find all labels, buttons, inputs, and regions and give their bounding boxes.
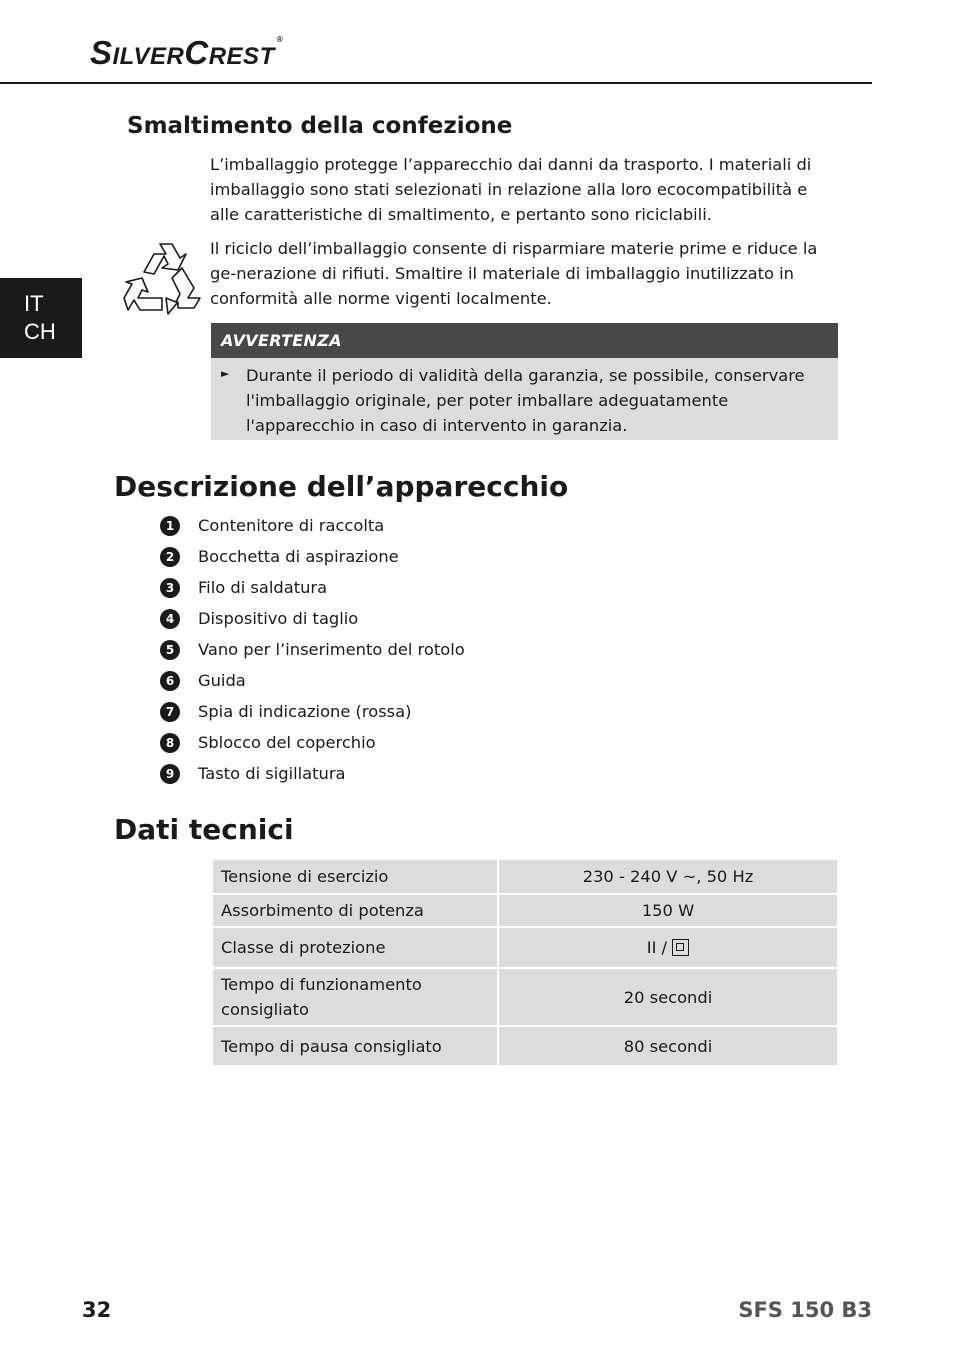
part-number-badge: 9 xyxy=(160,764,180,784)
list-item xyxy=(160,696,465,727)
warning-box xyxy=(211,323,838,440)
specs-title: Dati tecnici xyxy=(114,813,294,846)
spec-value xyxy=(498,927,838,968)
spec-key: Tensione di esercizio xyxy=(212,859,498,894)
part-number-badge: 1 xyxy=(160,516,180,536)
part-label: Guida xyxy=(198,671,246,690)
part-label: Dispositivo di taglio xyxy=(198,609,359,628)
description-title: Descrizione dell’apparecchio xyxy=(114,470,569,503)
spec-key: Tempo di pausa consigliato xyxy=(212,1026,498,1066)
registered-mark: ® xyxy=(276,35,284,44)
list-item xyxy=(160,572,465,603)
brand-letters: REST xyxy=(208,43,275,70)
table-row xyxy=(212,894,838,927)
list-item xyxy=(160,758,465,789)
packaging-paragraph-1: L’imballaggio protegge l’apparecchio dai danni da trasporto. I materiali di imballaggio sono stati selezionati in relazione alla loro ecocompatibilità e alle caratteristiche di smaltimento, e pertanto sono riciclabili. xyxy=(210,155,812,224)
part-number-badge: 8 xyxy=(160,733,180,753)
part-number-badge: 6 xyxy=(160,671,180,691)
brand-logo xyxy=(90,36,283,69)
brand-letter: C xyxy=(184,34,209,71)
spec-value: 20 secondi xyxy=(498,968,838,1026)
warning-label: AVVERTENZA xyxy=(211,323,838,358)
part-label: Vano per l’inserimento del rotolo xyxy=(198,640,465,659)
part-label: Tasto di sigillatura xyxy=(198,764,346,783)
language-code: IT xyxy=(24,291,44,316)
table-row xyxy=(212,927,838,968)
part-number-badge: 4 xyxy=(160,609,180,629)
part-number-badge: 2 xyxy=(160,547,180,567)
part-number-badge: 3 xyxy=(160,578,180,598)
packaging-title: Smaltimento della confezione xyxy=(127,113,513,139)
table-row xyxy=(212,1026,838,1066)
part-label: Spia di indicazione (rossa) xyxy=(198,702,412,721)
part-label: Filo di saldatura xyxy=(198,578,328,597)
packaging-paragraph-2: Il riciclo dell’imballaggio consente di risparmiare materie prime e riduce la ge-nerazione di rifiuti. Smaltire il materiale di imballaggio inutilizzato in conformità alle norme vigenti localmente. xyxy=(210,239,818,308)
brand-letter: S xyxy=(90,34,113,71)
bullet-arrow-icon: ► xyxy=(221,367,230,380)
page-number: 32 xyxy=(82,1298,112,1322)
specs-table xyxy=(211,858,839,1067)
country-code: CH xyxy=(24,319,56,344)
header-rule xyxy=(0,82,872,84)
table-row xyxy=(212,968,838,1026)
part-label: Sblocco del coperchio xyxy=(198,733,376,752)
spec-key: Classe di protezione xyxy=(212,927,498,968)
warning-text: Durante il periodo di validità della garanzia, se possibile, conservare l'imballaggio originale, per poter imballare adeguatamente l'apparecchio in caso di intervento in garanzia. xyxy=(246,366,805,435)
spec-key: Assorbimento di potenza xyxy=(212,894,498,927)
part-label: Bocchetta di aspirazione xyxy=(198,547,399,566)
model-number: SFS 150 B3 xyxy=(738,1298,872,1322)
list-item xyxy=(160,665,465,696)
spec-value: 230 - 240 V ~, 50 Hz xyxy=(498,859,838,894)
list-item xyxy=(160,603,465,634)
table-row xyxy=(212,859,838,894)
class-ii-double-square-icon xyxy=(672,939,689,956)
parts-list xyxy=(160,510,465,789)
part-label: Contenitore di raccolta xyxy=(198,516,385,535)
part-number-badge: 5 xyxy=(160,640,180,660)
list-item xyxy=(160,727,465,758)
brand-letters: ILVER xyxy=(112,43,185,70)
recycle-icon xyxy=(120,238,204,318)
part-number-badge: 7 xyxy=(160,702,180,722)
spec-value-text: II / xyxy=(646,938,673,957)
language-tab xyxy=(0,278,82,358)
list-item xyxy=(160,510,465,541)
spec-value: 80 secondi xyxy=(498,1026,838,1066)
spec-value: 150 W xyxy=(498,894,838,927)
list-item xyxy=(160,634,465,665)
spec-key: Tempo di funzionamento consigliato xyxy=(212,968,498,1026)
list-item xyxy=(160,541,465,572)
warning-body xyxy=(211,358,838,438)
